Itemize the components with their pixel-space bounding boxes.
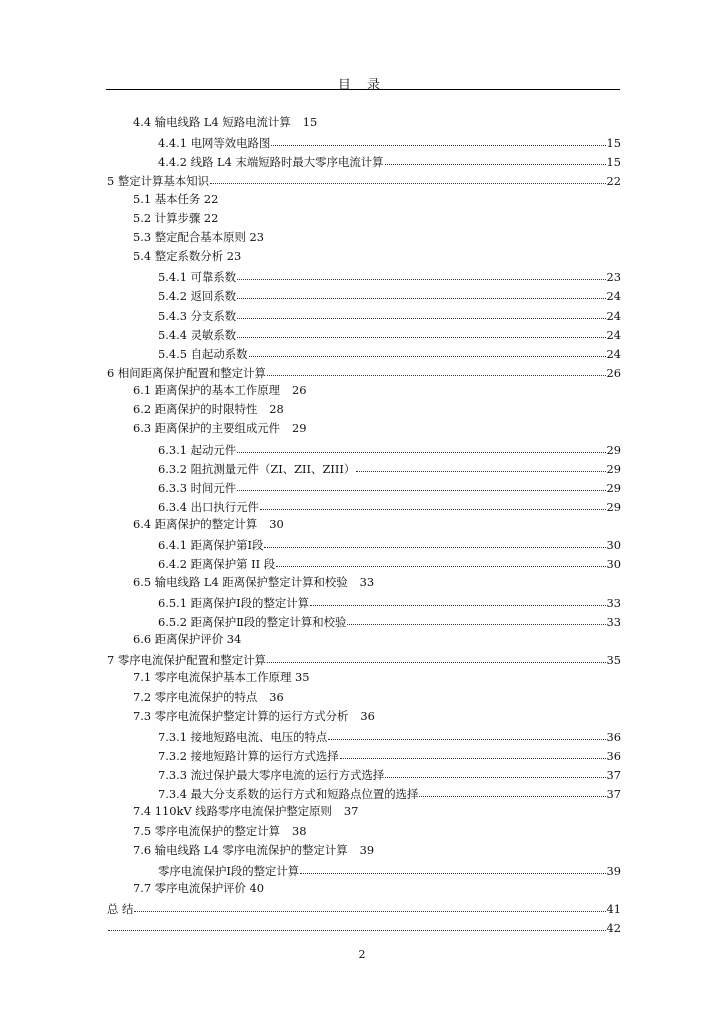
toc-entry[interactable] bbox=[133, 113, 317, 132]
toc-entry[interactable] bbox=[133, 228, 264, 247]
toc-entry-title: 7.1 零序电流保护基本工作原理 35 bbox=[133, 670, 310, 685]
toc-entry[interactable] bbox=[158, 305, 621, 324]
toc-entry-title: 6 相间距离保护配置和整定计算 bbox=[107, 365, 266, 380]
toc-page-number: 15 bbox=[606, 136, 621, 151]
toc-entry[interactable] bbox=[133, 841, 374, 860]
toc-page-number: 39 bbox=[606, 863, 621, 878]
toc-entry-title: 6.4.2 距离保护第 II 段 bbox=[158, 557, 276, 572]
toc-entry-title: 6.3 距离保护的主要组成元件 bbox=[133, 421, 281, 436]
toc-entry-title: 7.3.4 最大分支系数的运行方式和短路点位置的选择 bbox=[158, 787, 419, 802]
toc-entry[interactable] bbox=[133, 515, 284, 534]
header-rule bbox=[106, 89, 620, 90]
toc-dot-leader bbox=[108, 916, 606, 931]
toc-entry[interactable] bbox=[107, 917, 621, 936]
toc-entry[interactable] bbox=[158, 592, 621, 611]
toc-page-number: 26 bbox=[606, 365, 621, 380]
toc-entry[interactable] bbox=[158, 745, 621, 764]
toc-entry-title: 7.3 零序电流保护整定计算的运行方式分析 bbox=[133, 708, 349, 723]
toc-entry-title: 7 零序电流保护配置和整定计算 bbox=[107, 653, 266, 668]
toc-page-number: 37 bbox=[343, 804, 359, 819]
page-number: 2 bbox=[358, 948, 366, 961]
toc-entry-title: 6.4 距离保护的整定计算 bbox=[133, 517, 258, 532]
toc-entry-title: 5.4.3 分支系数 bbox=[158, 308, 237, 323]
toc-page-number: 41 bbox=[606, 902, 621, 917]
toc-entry-title: 5.1 基本任务 22 bbox=[133, 191, 219, 206]
toc-entry-title: 7.3.1 接地短路电流、电压的特点 bbox=[158, 729, 328, 744]
toc-dot-leader bbox=[328, 725, 605, 740]
toc-entry[interactable] bbox=[133, 381, 307, 400]
toc-entry[interactable] bbox=[133, 573, 374, 592]
toc-entry[interactable] bbox=[158, 553, 621, 572]
toc-entry-title: 5 整定计算基本知识 bbox=[107, 174, 209, 189]
toc-page-number: 33 bbox=[359, 574, 375, 589]
toc-entry[interactable] bbox=[158, 726, 621, 745]
toc-page-number: 29 bbox=[606, 480, 621, 495]
toc-page-number: 33 bbox=[606, 614, 621, 629]
toc-dot-leader bbox=[347, 610, 605, 625]
toc-entry[interactable] bbox=[158, 151, 621, 170]
toc-page-number: 35 bbox=[606, 653, 621, 668]
toc-entry[interactable] bbox=[107, 649, 621, 668]
toc-entry[interactable] bbox=[158, 343, 621, 362]
toc-dot-leader bbox=[264, 533, 605, 548]
toc-page-number: 26 bbox=[292, 383, 307, 398]
toc-dot-leader bbox=[385, 150, 606, 165]
toc-entry-title: 6.4.1 距离保护第Ⅰ段 bbox=[158, 538, 264, 553]
toc-page-number: 33 bbox=[606, 595, 621, 610]
toc-dot-leader bbox=[237, 265, 605, 280]
toc-entry[interactable] bbox=[133, 190, 218, 209]
toc-dot-leader bbox=[237, 284, 605, 299]
toc-entry[interactable] bbox=[133, 688, 284, 707]
toc-entry[interactable] bbox=[133, 822, 307, 841]
toc-entry[interactable] bbox=[158, 132, 621, 151]
toc-entry-title: 6.6 距离保护评价 34 bbox=[133, 632, 242, 647]
toc-page-number: 23 bbox=[606, 270, 621, 285]
toc-entry-title: 7.3.3 流过保护最大零序电流的运行方式选择 bbox=[158, 768, 385, 783]
toc-entry-title: 7.6 输电线路 L4 零序电流保护的整定计算 bbox=[133, 842, 348, 857]
toc-entry-title: 零序电流保护Ⅰ段的整定计算 bbox=[158, 863, 300, 878]
toc-page-number: 36 bbox=[360, 708, 375, 723]
toc-entry[interactable] bbox=[158, 611, 621, 630]
toc-page-number: 30 bbox=[269, 517, 284, 532]
toc-entry-title: 5.4.4 灵敏系数 bbox=[158, 327, 237, 342]
toc-entry[interactable] bbox=[133, 400, 284, 419]
toc-entry[interactable] bbox=[107, 170, 621, 189]
toc-entry[interactable] bbox=[158, 439, 621, 458]
toc-page-number: 37 bbox=[606, 787, 621, 802]
toc-entry-title: 6.5 输电线路 L4 距离保护整定计算和校验 bbox=[133, 574, 348, 589]
toc-dot-leader bbox=[340, 744, 606, 759]
toc-dot-leader bbox=[271, 131, 605, 146]
toc-page-number: 30 bbox=[606, 538, 621, 553]
toc-entry-title: 4.4.1 电网等效电路图 bbox=[158, 136, 271, 151]
toc-dot-leader bbox=[419, 782, 605, 797]
toc-entry[interactable] bbox=[158, 324, 621, 343]
toc-entry[interactable] bbox=[107, 898, 621, 917]
toc-entry-title: 7.7 零序电流保护评价 40 bbox=[133, 881, 264, 895]
toc-entry[interactable] bbox=[133, 247, 241, 266]
toc-dot-leader bbox=[210, 169, 606, 184]
toc-dot-leader bbox=[385, 763, 605, 778]
toc-entry-title: 6.1 距离保护的基本工作原理 bbox=[133, 383, 281, 398]
toc-entry-title: 6.5.1 距离保护Ⅰ段的整定计算 bbox=[158, 595, 310, 610]
toc-entry[interactable] bbox=[133, 209, 218, 228]
toc-entry-title: 6.3.1 起动元件 bbox=[158, 442, 237, 457]
toc-page-number: 29 bbox=[606, 461, 621, 476]
toc-entry-title: 4.4.2 线路 L4 末端短路时最大零序电流计算 bbox=[158, 155, 384, 170]
toc-entry[interactable] bbox=[133, 668, 310, 687]
toc-page-number: 29 bbox=[606, 500, 621, 514]
toc-entry-title: 5.3 整定配合基本原则 23 bbox=[133, 229, 264, 244]
toc-page-number: 37 bbox=[606, 768, 621, 783]
toc-entry-title: 6.5.2 距离保护Ⅱ段的整定计算和校验 bbox=[158, 614, 347, 629]
toc-entry-title: 7.3.2 接地短路计算的运行方式选择 bbox=[158, 748, 339, 763]
toc-entry-title: 6.2 距离保护的时限特性 bbox=[133, 402, 258, 417]
toc-dot-leader bbox=[260, 495, 606, 510]
toc-page-number: 24 bbox=[606, 289, 621, 304]
toc-page-number: 15 bbox=[302, 115, 318, 129]
toc-entry[interactable] bbox=[158, 534, 621, 553]
toc-entry-title: 5.4.1 可靠系数 bbox=[158, 270, 237, 285]
toc-page-number: 24 bbox=[606, 308, 621, 323]
toc-entry-title: 5.4 整定系数分析 23 bbox=[133, 249, 242, 264]
toc-dot-leader bbox=[249, 342, 606, 357]
toc-dot-leader bbox=[237, 438, 605, 453]
toc-entry-title: 6.3.4 出口执行元件 bbox=[158, 500, 259, 514]
toc-page-number: 42 bbox=[606, 921, 621, 936]
toc-entry[interactable] bbox=[158, 783, 621, 802]
toc-entry[interactable] bbox=[133, 879, 264, 898]
toc-entry[interactable] bbox=[158, 496, 621, 515]
toc-entry[interactable] bbox=[158, 458, 621, 477]
toc-entry[interactable] bbox=[133, 630, 241, 649]
toc-entry-title: 4.4 输电线路 L4 短路电流计算 bbox=[133, 115, 291, 129]
toc-dot-leader bbox=[276, 552, 605, 567]
toc-dot-leader bbox=[134, 897, 605, 912]
toc-page-number: 22 bbox=[606, 174, 621, 189]
toc-page-number: 24 bbox=[606, 327, 621, 342]
toc-entry-title: 7.4 110kV 线路零序电流保护整定原则 bbox=[133, 804, 332, 819]
toc-dot-leader bbox=[300, 859, 605, 874]
toc-dot-leader bbox=[356, 457, 605, 472]
toc-dot-leader bbox=[267, 361, 606, 376]
toc-entry[interactable] bbox=[133, 802, 358, 821]
toc-page-number: 30 bbox=[606, 557, 621, 572]
toc-entry-title: 5.4.5 自起动系数 bbox=[158, 346, 248, 361]
toc-entry[interactable] bbox=[158, 764, 621, 783]
toc-page-number: 29 bbox=[606, 442, 621, 457]
toc-entry-title: 5.4.2 返回系数 bbox=[158, 289, 237, 304]
toc-entry[interactable] bbox=[158, 285, 621, 304]
toc-entry[interactable] bbox=[133, 419, 307, 438]
toc-dot-leader bbox=[237, 323, 605, 338]
toc-entry-title: 总 结 bbox=[107, 902, 134, 917]
toc-page-number: 36 bbox=[606, 748, 621, 763]
toc-page-number: 38 bbox=[292, 823, 307, 838]
toc-dot-leader bbox=[237, 304, 605, 319]
toc-page-number: 36 bbox=[269, 689, 284, 704]
toc-entry[interactable] bbox=[133, 707, 375, 726]
toc-entry-title: 7.2 零序电流保护的特点 bbox=[133, 689, 258, 704]
toc-entry[interactable] bbox=[158, 477, 621, 496]
toc-entry-title: 5.2 计算步骤 22 bbox=[133, 210, 219, 225]
toc-entry-title: 6.3.2 阻抗测量元件（ZI、ZII、ZIII） bbox=[158, 461, 356, 476]
toc-entry-title: 7.5 零序电流保护的整定计算 bbox=[133, 823, 281, 838]
toc-dot-leader bbox=[310, 591, 605, 606]
toc-entry[interactable] bbox=[107, 362, 621, 381]
toc-entry-title: 6.3.3 时间元件 bbox=[158, 480, 237, 495]
toc-page-number: 15 bbox=[606, 155, 621, 170]
toc-page-number: 39 bbox=[359, 842, 375, 857]
toc-page-number: 24 bbox=[606, 346, 621, 361]
toc-entry[interactable] bbox=[158, 266, 621, 285]
toc-page-number: 28 bbox=[269, 402, 284, 417]
toc-dot-leader bbox=[237, 476, 605, 491]
toc-dot-leader bbox=[267, 648, 606, 663]
toc-entry[interactable] bbox=[158, 860, 621, 879]
toc-page-number: 29 bbox=[292, 421, 307, 436]
page-title: 目 录 bbox=[337, 78, 387, 93]
toc-page-number: 36 bbox=[606, 729, 621, 744]
